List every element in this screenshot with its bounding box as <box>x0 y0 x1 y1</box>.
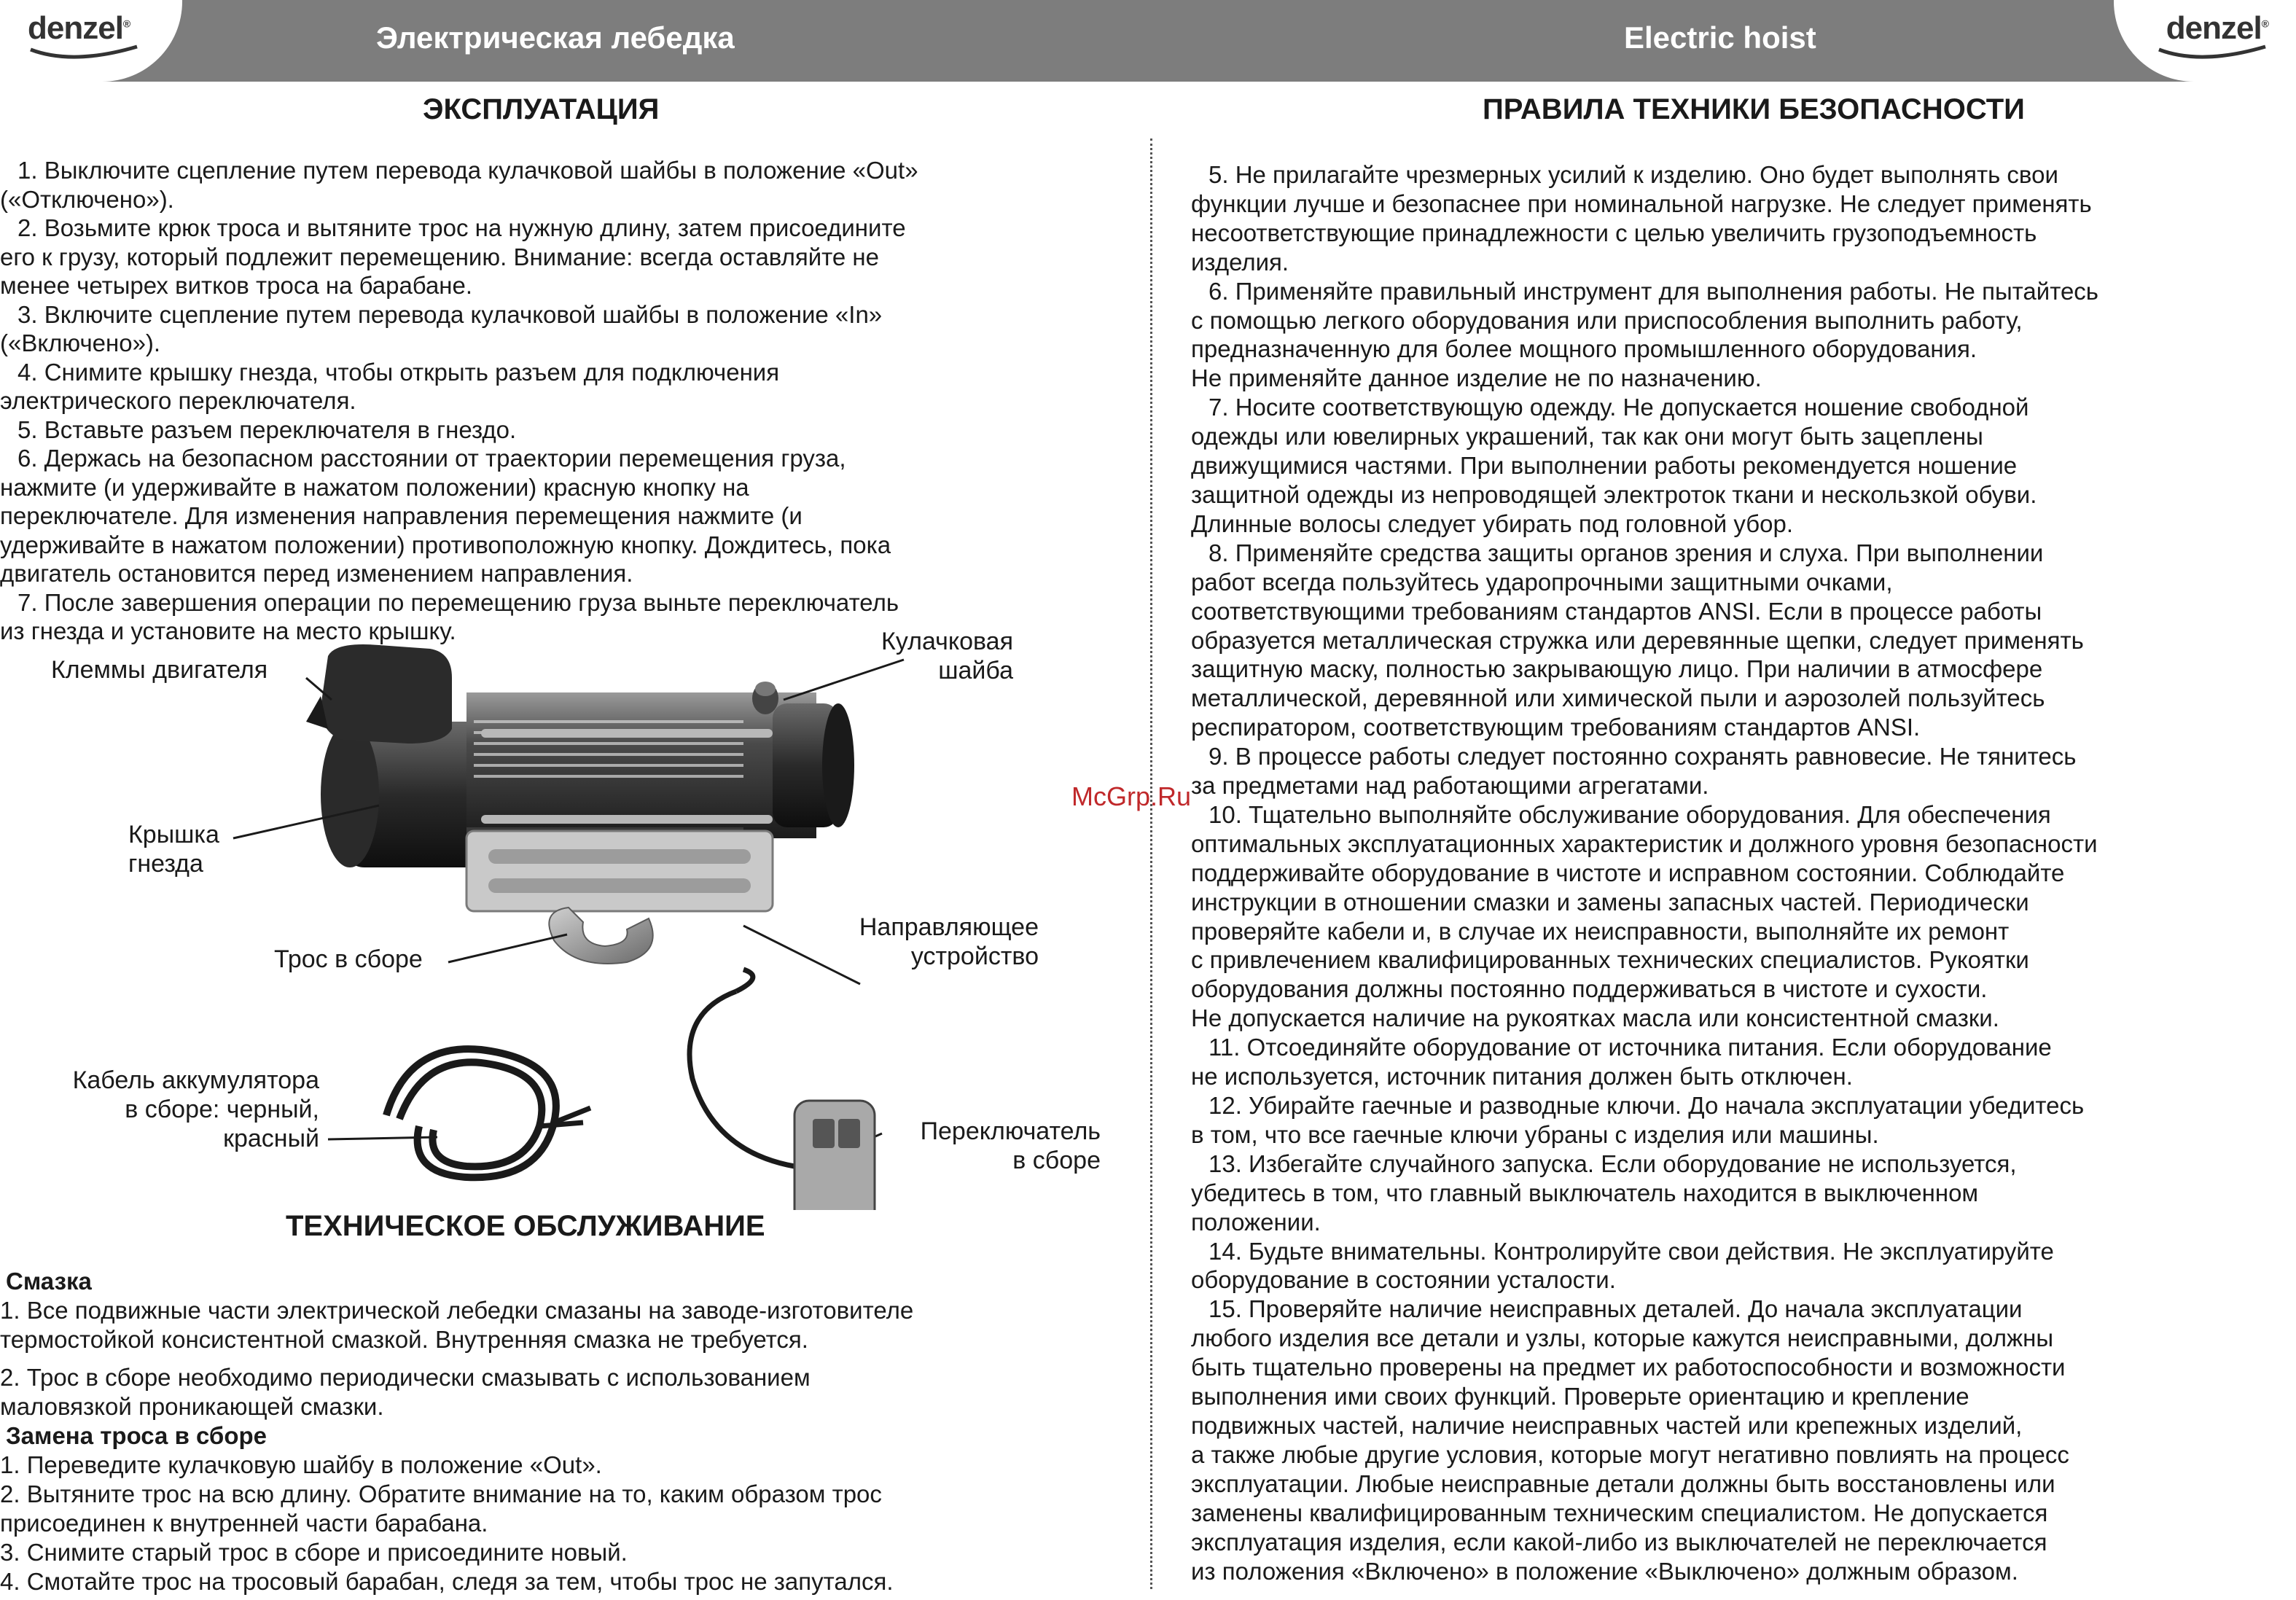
remote-switch-illustration <box>690 969 875 1210</box>
safety-line: 6. Применяйте правильный инструмент для выполнения работы. Не пытайтесь <box>1208 277 2098 305</box>
safety-line: Не допускается наличие на рукоятках масла или консистентной смазки. <box>1191 1004 1999 1032</box>
rope-replacement-heading: Замена троса в сборе <box>6 1422 267 1449</box>
operation-line: двигатель остановится перед изменением направления. <box>0 560 633 587</box>
operation-line: 7. После завершения операции по перемещению груза выньте переключатель <box>17 588 899 616</box>
page-header <box>0 0 2296 82</box>
safety-line: любого изделия все детали и узлы, которые кажутся неисправными, должны <box>1191 1324 2054 1352</box>
safety-line: оборудования должны постоянно поддерживаться в чистоте и сухости. <box>1191 975 1988 1003</box>
section-title-maintenance: ТЕХНИЧЕСКОЕ ОБСЛУЖИВАНИЕ <box>286 1210 765 1242</box>
callout-guide-line: устройство <box>910 943 1039 970</box>
safety-line: Длинные волосы следует убирать под головной убор. <box>1191 510 1794 537</box>
callout-guide-line: Направляющее <box>859 913 1039 941</box>
operation-line: 1. Выключите сцепление путем перевода кулачковой шайбы в положение «Out» <box>17 157 918 184</box>
safety-line: не используется, источник питания должен быть отключен. <box>1191 1063 1853 1090</box>
safety-line: оптимальных эксплуатационных характеристик и должного уровня безопасности <box>1191 830 2098 857</box>
safety-line: за предметами над работающими агрегатами. <box>1191 772 1709 800</box>
safety-line: металлической, деревянной или химической пыли и аэрозолей пользуйтесь <box>1191 684 2045 712</box>
operation-line: электрического переключателя. <box>0 387 356 414</box>
watermark: McGrp.Ru <box>1071 781 1192 811</box>
logo-swoosh-icon <box>2158 44 2267 66</box>
operation-line: 3. Включите сцепление путем перевода кулачковой шайбы в положение «In» <box>17 300 883 328</box>
safety-line: Не применяйте данное изделие не по назначению. <box>1191 364 1762 392</box>
safety-line: инструкции в отношении смазки и замены запасных частей. Периодически <box>1191 888 2029 916</box>
safety-line: образуется металлическая стружка или деревянные щепки, следует применять <box>1191 626 2084 654</box>
maintenance-line: 2. Трос в сборе необходимо периодически смазывать с использованием <box>0 1364 811 1391</box>
safety-line: 13. Избегайте случайного запуска. Если оборудование не используется, <box>1208 1150 2017 1177</box>
operation-line: его к грузу, который подлежит перемещению. Внимание: всегда оставляйте не <box>0 243 879 270</box>
safety-line: несоответствующие принадлежности с целью увеличить грузоподъемность <box>1191 219 2037 246</box>
safety-line: быть тщательно проверены на предмет их работоспособности и возможности <box>1191 1354 2066 1381</box>
safety-line: респиратором, соответствующим требованиям стандартов ANSI. <box>1191 714 1921 741</box>
callout-socket-cover-line: гнезда <box>128 850 203 878</box>
operation-line: удерживайте в нажатом положении) противоположную кнопку. Дождитесь, пока <box>0 531 891 558</box>
brand-logo-text-right: denzel® <box>2166 10 2268 46</box>
safety-line: 10. Тщательно выполняйте обслуживание оборудования. Для обеспечения <box>1208 800 2051 828</box>
maintenance-section <box>0 1267 1137 1596</box>
header-title-left: Электрическая лебедка <box>376 20 735 55</box>
callout-motor-terminals: Клеммы двигателя <box>51 656 268 684</box>
maintenance-line: 1. Все подвижные части электрической лебедки смазаны на заводе-изготовителе <box>0 1297 914 1324</box>
safety-line: 14. Будьте внимательны. Контролируйте свои действия. Не эксплуатируйте <box>1208 1237 2054 1265</box>
safety-line: 9. В процессе работы следует постоянно сохранять равновесие. Не тянитесь <box>1208 743 2077 770</box>
operation-line: нажмите (и удерживайте в нажатом положении) красную кнопку на <box>0 473 749 501</box>
operation-line: («Отключено»). <box>0 185 174 213</box>
brand-logo-left <box>0 0 182 82</box>
operation-line: из гнезда и установите на место крышку. <box>0 617 456 644</box>
maintenance-line: присоединен к внутренней части барабана. <box>0 1510 488 1537</box>
callout-guide <box>816 913 1039 971</box>
lubrication-heading: Смазка <box>6 1268 92 1295</box>
callout-switch-line: Переключатель <box>920 1117 1101 1145</box>
maintenance-line: 3. Снимите старый трос в сборе и присоедините новый. <box>0 1539 628 1566</box>
callout-battery-cable-line: Кабель аккумулятора <box>72 1066 319 1094</box>
callout-battery-cable <box>22 1066 319 1153</box>
safety-line: с помощью легкого оборудования или приспособления выполнить работу, <box>1191 306 2023 334</box>
header-title-right: Electric hoist <box>1624 20 1816 55</box>
winch-body <box>306 644 854 964</box>
safety-line: предназначенную для более мощного промышленного оборудования. <box>1191 335 1977 363</box>
safety-line: положении. <box>1191 1208 1321 1236</box>
column-divider <box>1150 138 1155 1589</box>
safety-line: выполнения ими своих функций. Проверьте ориентацию и крепление <box>1191 1383 1969 1410</box>
maintenance-line: 1. Переведите кулачковую шайбу в положение «Out». <box>0 1451 602 1478</box>
safety-line: а также любые другие условия, которые могут негативно повлиять на процесс <box>1191 1440 2069 1468</box>
safety-line: убедитесь в том, что главный выключатель находится в выключенном <box>1191 1179 1979 1206</box>
callout-cam-washer-line: шайба <box>938 657 1013 684</box>
safety-line: заменены квалифицированным техническим специалистом. Не допускается <box>1191 1499 2048 1526</box>
operation-line: переключателе. Для изменения направления перемещения нажмите (и <box>0 502 803 529</box>
safety-line: 12. Убирайте гаечные и разводные ключи. До начала эксплуатации убедитесь <box>1208 1092 2085 1119</box>
maintenance-line: термостойкой консистентной смазкой. Внутренняя смазка не требуется. <box>0 1326 808 1353</box>
battery-cable-illustration <box>386 1049 590 1177</box>
safety-line: изделия. <box>1191 248 1289 276</box>
safety-line: защитной одежды из непроводящей электроток ткани и нескользкой обуви. <box>1191 480 2037 508</box>
operation-line: 2. Возьмите крюк троса и вытяните трос на нужную длину, затем присоедините <box>17 214 906 241</box>
safety-line: 5. Не прилагайте чрезмерных усилий к изделию. Оно будет выполнять свои <box>1208 161 2058 188</box>
safety-line: поддерживайте оборудование в чистоте и исправном состоянии. Соблюдайте <box>1191 859 2065 886</box>
safety-line: 15. Проверяйте наличие неисправных деталей. До начала эксплуатации <box>1208 1295 2023 1323</box>
safety-line: подвижных частей, наличие неисправных частей или крепежных изделий, <box>1191 1411 2023 1439</box>
callout-switch-line: в сборе <box>1012 1147 1101 1174</box>
operation-instructions <box>0 156 1122 646</box>
maintenance-line: маловязкой проникающей смазки. <box>0 1393 384 1420</box>
safety-rules <box>1191 160 2284 1585</box>
callout-switch <box>882 1117 1101 1175</box>
safety-line: движущимися частями. При выполнении работы рекомендуется ношение <box>1191 452 2018 480</box>
section-title-operation: ЭКСПЛУАТАЦИЯ <box>423 93 660 125</box>
operation-line: 5. Вставьте разъем переключателя в гнездо. <box>17 415 517 443</box>
safety-line: 11. Отсоединяйте оборудование от источника питания. Если оборудование <box>1208 1034 2052 1061</box>
section-title-safety: ПРАВИЛА ТЕХНИКИ БЕЗОПАСНОСТИ <box>1483 93 2025 125</box>
safety-line: одежды или ювелирных украшений, так как они могут быть зацеплены <box>1191 423 1983 450</box>
callout-battery-cable-line: в сборе: черный, <box>125 1096 319 1123</box>
callout-cam-washer-line: Кулачковая <box>881 628 1013 655</box>
safety-line: из положения «Включено» в положение «Выключено» должным образом. <box>1191 1557 2018 1585</box>
safety-line: оборудование в состоянии усталости. <box>1191 1266 1616 1294</box>
maintenance-line: 2. Вытяните трос на всю длину. Обратите внимание на то, каким образом трос <box>0 1480 882 1507</box>
callout-socket-cover <box>128 820 219 878</box>
callout-rope-assembly: Трос в сборе <box>274 945 423 973</box>
callout-socket-cover-line: Крышка <box>128 821 219 848</box>
safety-line: соответствующими требованиям стандартов ANSI. Если в процессе работы <box>1191 597 2042 625</box>
safety-line: защитную маску, полностью закрывающую лицо. При наличии в атмосфере <box>1191 655 2043 683</box>
safety-line: проверяйте кабели и, в случае их неисправности, выполняйте их ремонт <box>1191 917 2010 945</box>
safety-line: 7. Носите соответствующую одежду. Не допускается ношение свободной <box>1208 394 2029 421</box>
brand-logo-text-left: denzel® <box>28 10 130 46</box>
safety-line: эксплуатация изделия, если какой-либо из выключателей не переключается <box>1191 1528 2047 1556</box>
safety-line: 8. Применяйте средства защиты органов зрения и слуха. При выполнении <box>1208 539 2044 566</box>
operation-line: 4. Снимите крышку гнезда, чтобы открыть разъем для подключения <box>17 358 780 386</box>
operation-line: («Включено»). <box>0 329 161 356</box>
logo-swoosh-icon <box>29 44 138 66</box>
operation-line: менее четырех витков троса на барабане. <box>0 272 473 299</box>
callout-cam-washer <box>846 627 1013 685</box>
operation-line: 6. Держась на безопасном расстоянии от траектории перемещения груза, <box>17 445 846 472</box>
safety-line: в том, что все гаечные ключи убраны с изделия или машины. <box>1191 1120 1879 1148</box>
safety-line: с привлечением квалифицированных технических специалистов. Рукоятки <box>1191 946 2029 974</box>
callout-battery-cable-line: красный <box>223 1125 319 1152</box>
maintenance-line: 4. Смотайте трос на тросовый барабан, следя за тем, чтобы трос не запутался. <box>0 1568 894 1595</box>
brand-logo-right <box>2114 0 2296 82</box>
safety-line: работ всегда пользуйтесь ударопрочными защитными очками, <box>1191 568 1893 596</box>
safety-line: функции лучше и безопаснее при номинальной нагрузке. Не следует применять <box>1191 190 2092 217</box>
safety-line: эксплуатации. Любые неисправные детали должны быть восстановлены или <box>1191 1470 2055 1497</box>
